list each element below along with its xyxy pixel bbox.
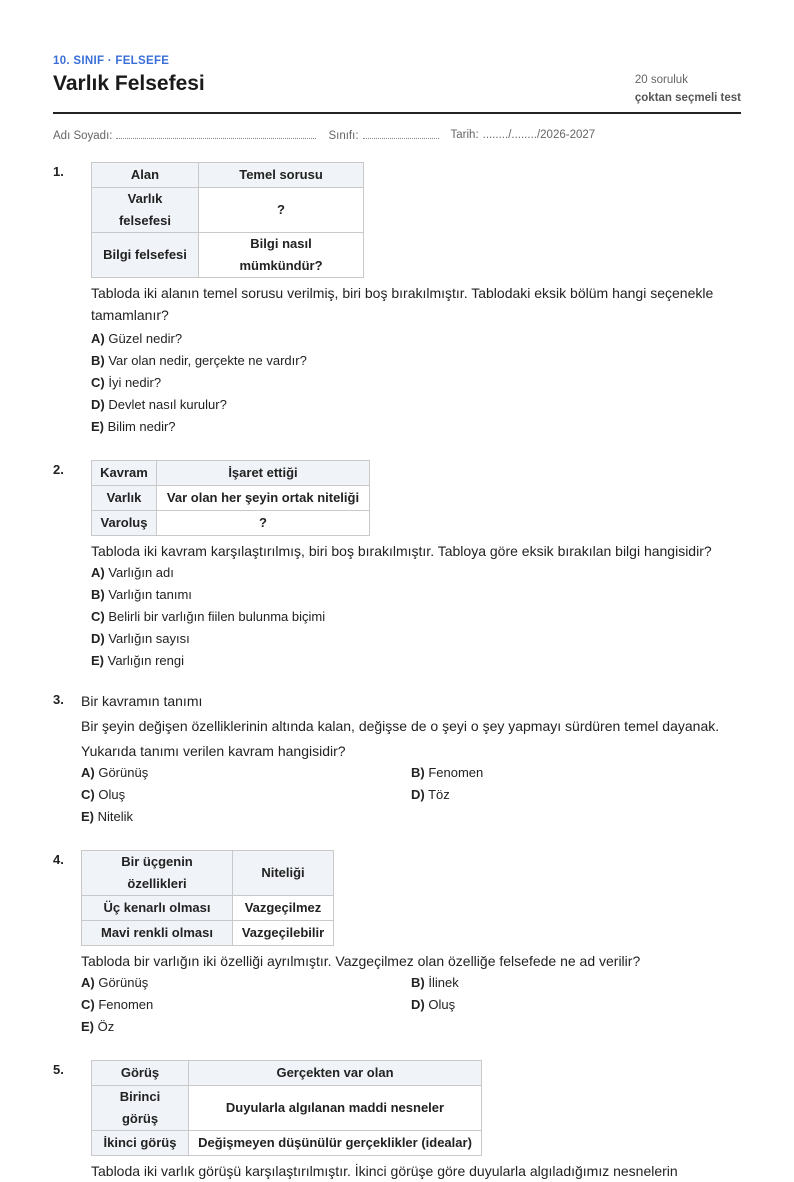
page-header [53,0,741,114]
option-e[interactable]: E) Bilim nedir? [91,419,176,434]
option-a[interactable]: A) Güzel nedir? [91,331,183,346]
question-body [91,1060,741,1182]
question-number: 1. [53,164,64,179]
option-c[interactable]: C) Belirli bir varlığın fiilen bulunma biçimi [91,609,326,624]
question-number: 5. [53,1062,64,1077]
definition-heading: Bir kavramın tanımı [81,693,203,709]
table-cell: Varlık felsefesi [92,188,199,233]
option-a[interactable]: A) Varlığın adı [91,565,174,580]
table-cell: Bilgi nasıl mümkündür? [199,233,364,278]
question-4 [53,850,741,1038]
table-cell: Değişmeyen düşünülür gerçeklikler (idealar) [189,1131,482,1156]
test-meta [635,71,741,107]
question-body [81,690,741,828]
table-cell: ? [157,511,370,536]
question-count: 20 soruluk [634,74,688,86]
options-list [91,562,741,672]
table-cell: İkinci görüş [92,1131,189,1156]
class-field [328,128,438,142]
table-cell: Bilgi felsefesi [92,233,199,278]
option-c[interactable]: C) İyi nedir? [91,375,162,390]
option-d[interactable]: D) Töz [411,787,450,802]
table-header: Görüş [92,1061,189,1086]
option-e[interactable]: E) Nitelik [81,809,134,824]
question-table [91,1060,482,1156]
option-b[interactable]: B) Fenomen [411,765,484,780]
option-c[interactable]: C) Fenomen [81,997,154,1012]
question-number: 4. [53,852,64,867]
question-number: 2. [53,462,64,477]
question-number: 3. [53,692,64,707]
option-c[interactable]: C) Oluş [81,787,126,802]
table-cell: Vazgeçilmez [233,896,334,921]
question-table [81,850,334,946]
table-cell: Varlık [92,486,157,511]
table-cell: Varoluş [92,511,157,536]
test-type: çoktan seçmeli test [634,92,741,104]
subject-kicker: 10. SINIF · FELSEFE [53,55,170,67]
table-cell: Üç kenarlı olması [82,896,233,921]
question-stem: Yukarıda tanımı verilen kavram hangisidir? [81,743,346,759]
class-label: Sınıfı: [328,130,359,142]
option-d[interactable]: D) Devlet nasıl kurulur? [91,397,227,412]
date-label: Tarih: [450,129,479,141]
table-header: Temel sorusu [199,163,364,188]
option-b[interactable]: B) İlinek [411,975,459,990]
question-2 [53,460,741,672]
date-field [451,129,596,141]
table-header: Bir üçgenin özellikleri [82,851,233,896]
class-blank [363,128,439,139]
option-e[interactable]: E) Öz [81,1019,115,1034]
table-header: Kavram [92,461,157,486]
option-d[interactable]: D) Oluş [411,997,456,1012]
options-list [81,972,741,1038]
options-list [81,762,741,828]
table-cell: Var olan her şeyin ortak niteliği [157,486,370,511]
definition-text: Bir şeyin değişen özelliklerinin altında kalan, değişse de o şeyi o şey yapmayı sürdüren temel dayanak. [81,718,720,734]
option-e[interactable]: E) Varlığın rengi [91,653,184,668]
question-table [91,460,370,536]
question-body [91,460,741,672]
question-stem: Tabloda iki kavram karşılaştırılmış, biri boş bırakılmıştır. Tabloya göre eksik bırakılan bilgi hangisidir? [91,543,712,559]
table-header: Niteliği [233,851,334,896]
table-cell: ? [199,188,364,233]
question-body [91,162,741,438]
question-5 [53,1060,741,1182]
name-blank [116,128,316,139]
option-b[interactable]: B) Var olan nedir, gerçekte ne vardır? [91,353,307,368]
question-table [91,162,364,278]
option-a[interactable]: A) Görünüş [81,975,149,990]
option-d[interactable]: D) Varlığın sayısı [91,631,190,646]
question-3 [53,690,741,828]
option-a[interactable]: A) Görünüş [81,765,149,780]
name-label: Adı Soyadı: [53,130,113,142]
question-stem: Tabloda iki varlık görüşü karşılaştırılmıştır. İkinci görüşe göre duyularla algıladığımız nesnelerin [91,1163,678,1179]
question-stem: Tabloda bir varlığın iki özelliği ayrılmıştır. Vazgeçilmez olan özelliğe felsefede ne ad verilir? [81,953,641,969]
date-value: ......../......../2026-2027 [482,129,596,141]
table-cell: Birinci görüş [92,1086,189,1131]
table-header: İşaret ettiği [157,461,370,486]
question-body [81,850,741,1038]
table-cell: Duyularla algılanan maddi nesneler [189,1086,482,1131]
question-stem: Tabloda iki alanın temel sorusu verilmiş, biri boş bırakılmıştır. Tablodaki eksik bölüm hangi seçenekle tamamlanır? [91,285,714,323]
question-1 [53,162,741,438]
table-cell: Mavi renkli olması [82,921,233,946]
table-cell: Vazgeçilebilir [233,921,334,946]
table-header: Alan [92,163,199,188]
options-list [91,328,741,438]
student-info [53,126,741,144]
table-header: Gerçekten var olan [189,1061,482,1086]
page-title: Varlık Felsefesi [53,72,205,95]
option-b[interactable]: B) Varlığın tanımı [91,587,192,602]
name-field [53,128,316,142]
